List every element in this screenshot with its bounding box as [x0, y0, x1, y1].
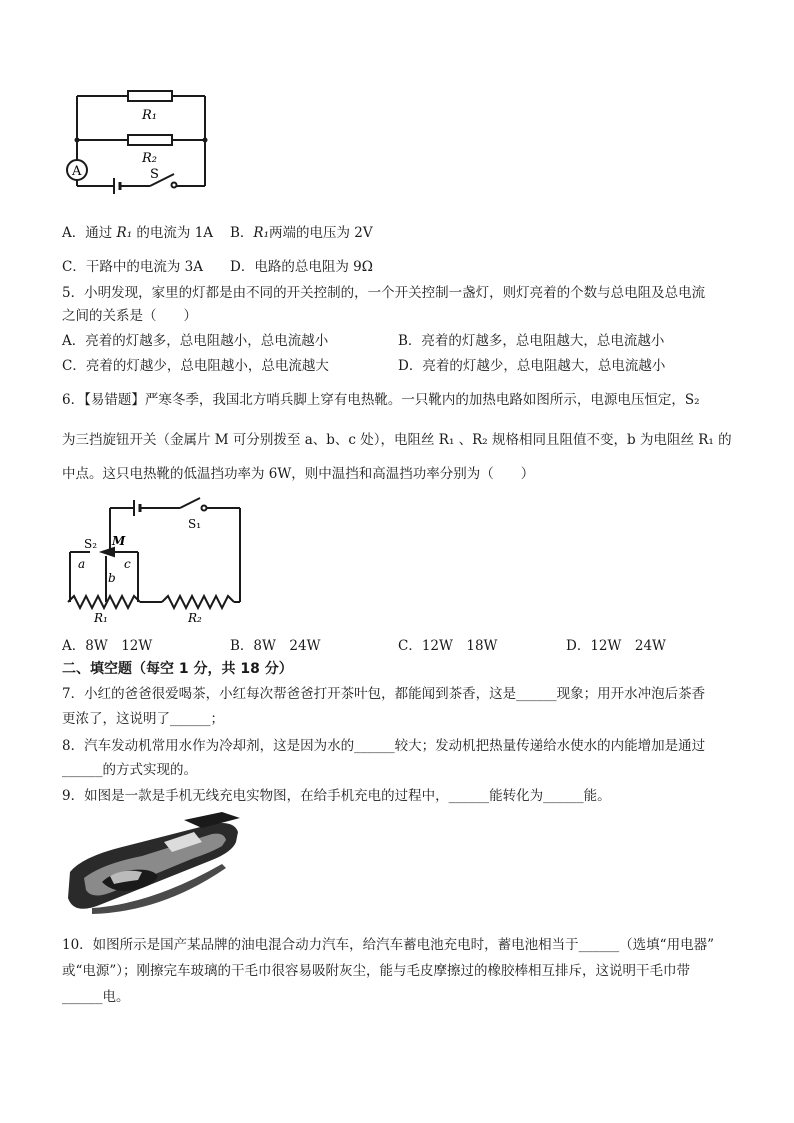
- q10-stem-line2: 或“电源”）；刚擦完车玻璃的干毛巾很容易吸附灰尘，能与毛皮摩擦过的橡胶棒相互排斥，这说明干毛巾带: [62, 963, 691, 979]
- q4-option-c: C．干路中的电流为 3A: [62, 259, 203, 275]
- q4-option-a: A．通过 R₁ 的电流为 1A: [62, 225, 214, 241]
- c-label: c: [124, 557, 131, 571]
- q8-stem-line1: 8．汽车发动机常用水作为冷却剂，这是因为水的______较大；发动机把热量传递给水使水的内能增加是通过: [62, 738, 706, 754]
- q5-option-c: C．亮着的灯越少，总电阻越小，总电流越大: [62, 358, 329, 374]
- resistor-r1: [68, 596, 140, 608]
- q10-stem-line1: 10．如图所示是国产某品牌的油电混合动力汽车，给汽车蓄电池充电时，蓄电池相当于______（选填“用电器”: [62, 937, 714, 953]
- q6-stem-line2: 为三挡旋钮开关（金属片 M 可分别拨至 a、b、c 处），电阻丝 R₁ 、R₂ 规格相同且阻值不变，b 为电阻丝 R₁ 的: [62, 432, 732, 448]
- q6-option-a: A．8W 12W: [62, 638, 153, 654]
- circuit-figure-1: [62, 88, 212, 200]
- b-label: b: [108, 571, 116, 585]
- resistor-r2: [162, 596, 234, 608]
- q4-option-d: D．电路的总电阻为 9Ω: [230, 259, 373, 275]
- switch-label: S: [150, 167, 159, 182]
- s2-label: S₂: [84, 537, 98, 551]
- q6-option-b: B．8W 24W: [230, 638, 321, 654]
- circuit-figure-2: [62, 496, 247, 628]
- q4-option-b: B．R₁两端的电压为 2V: [230, 225, 373, 241]
- r1-label: R₁: [142, 108, 157, 123]
- q6-option-c: C．12W 18W: [398, 638, 498, 654]
- q5-option-d: D．亮着的灯越少，总电阻越大，总电流越小: [398, 358, 666, 374]
- q5-option-a: A．亮着的灯越多，总电阻越小，总电流越小: [62, 333, 329, 349]
- q5-option-b: B．亮着的灯越多，总电阻越大，总电流越小: [398, 333, 665, 349]
- a-label: a: [78, 557, 86, 571]
- resistor-r2: [128, 135, 172, 145]
- q6-stem-line3: 中点。这只电热靴的低温挡功率为 6W，则中温挡和高温挡功率分别为（ ）: [62, 466, 535, 482]
- q5-stem-line2: 之间的关系是（ ）: [62, 308, 197, 324]
- resistor-r1: [128, 91, 172, 101]
- q6-option-d: D．12W 24W: [566, 638, 666, 654]
- r1-label: R₁: [94, 611, 108, 625]
- q9-stem-line1: 9．如图是一款是手机无线充电实物图，在给手机充电的过程中，______能转化为______能。: [62, 788, 611, 804]
- switch-s1-icon: [180, 498, 200, 508]
- section-title: 二、填空题（每空 1 分，共 18 分）: [62, 661, 293, 677]
- q10-stem-line3: ______电。: [62, 989, 130, 1005]
- m-label: M: [112, 534, 126, 548]
- q7-stem-line2: 更浓了，这说明了______；: [62, 711, 224, 727]
- r2-label: R₂: [188, 611, 202, 625]
- q8-stem-line2: ______的方式实现的。: [62, 762, 197, 778]
- q5-stem-line1: 5．小明发现，家里的灯都是由不同的开关控制的，一个开关控制一盏灯，则灯亮着的个数与总电阻及总电流: [62, 285, 706, 301]
- phone-charger-image: [62, 812, 242, 922]
- s1-label: S₁: [188, 517, 202, 531]
- q7-stem-line1: 7．小红的爸爸很爱喝茶，小红每次帮爸爸打开茶叶包，都能闻到茶香，这是______现象；用开水冲泡后茶香: [62, 686, 706, 702]
- ammeter-label: A: [72, 164, 82, 179]
- r2-label: R₂: [142, 151, 157, 166]
- q6-stem-line1: 6．【易错题】严寒冬季，我国北方哨兵脚上穿有电热靴。一只靴内的加热电路如图所示，电源电压恒定，S₂: [62, 392, 700, 408]
